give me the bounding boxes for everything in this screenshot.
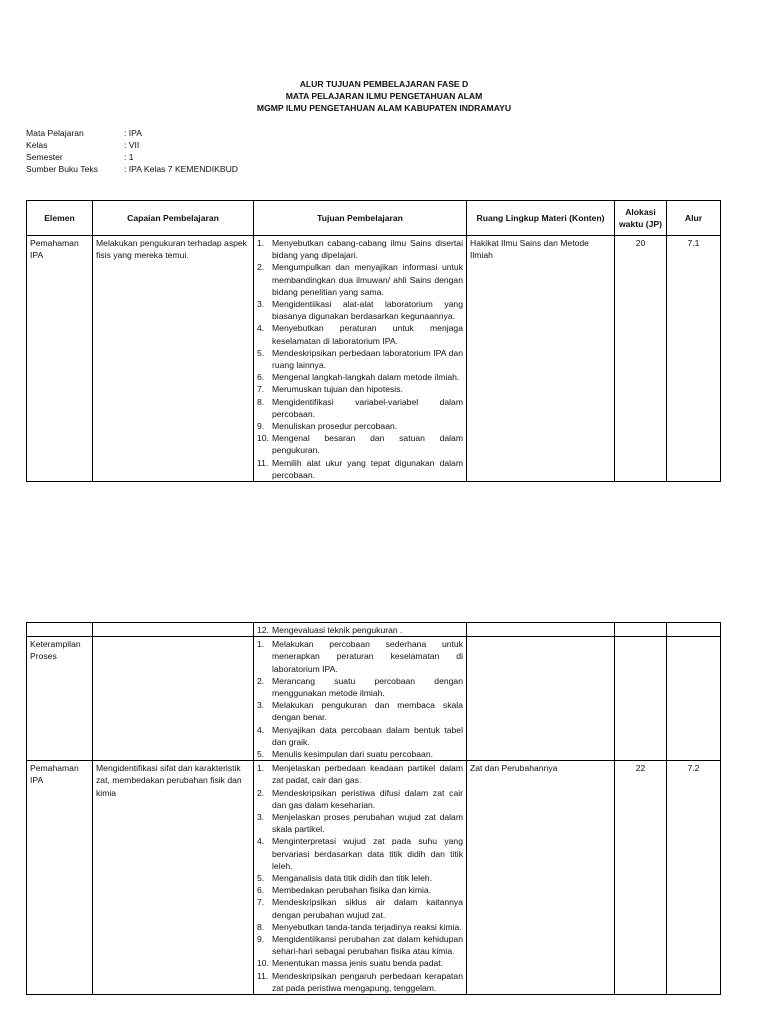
- objective-text: Merumuskan tujuan dan hipotesis.: [272, 384, 403, 395]
- objective-text: Menjelaskan perbedaan keadaan partikel dalam zat padat, cair dan gas.: [272, 763, 463, 786]
- objective-text: Menyebutkan cabang-cabang ilmu Sains disertai bidang yang dipelajari.: [272, 238, 463, 261]
- objective-item: [257, 724, 463, 748]
- cell-alur: 7.2: [667, 761, 721, 995]
- meta-label: Mata Pelajaran: [26, 128, 84, 138]
- objective-item: [257, 237, 463, 261]
- table-row: [27, 236, 721, 482]
- objective-item: [257, 347, 463, 371]
- objective-item: [257, 624, 463, 636]
- column-header-alur: Alur: [667, 201, 721, 236]
- objective-item: [257, 383, 463, 395]
- objective-number: 1.: [257, 238, 265, 248]
- objective-number: 5.: [257, 873, 265, 884]
- objective-text: Membedakan perubahan fisika dan kimia.: [272, 885, 432, 896]
- table-header-row: [27, 201, 721, 236]
- objective-item: [257, 638, 463, 675]
- objective-item: [257, 835, 463, 872]
- meta-label: Sumber Buku Teks: [26, 164, 98, 174]
- objective-number: 8.: [257, 396, 265, 407]
- meta-value: : IPA Kelas 7 KEMENDIKBUD: [124, 164, 238, 174]
- objective-item: [257, 748, 463, 760]
- objective-text: Menyajikan data percobaan dalam bentuk tabel dan graik.: [272, 724, 463, 747]
- objective-text: Menganalisis data titik didih dan titik leleh.: [272, 873, 433, 884]
- objective-text: Menentukan massa jenis suatu benda padat.: [272, 958, 444, 969]
- objective-item: [257, 762, 463, 786]
- learning-flow-table-page2: [26, 622, 721, 995]
- objective-text: Memilih alat ukur yang tepat digunakan dalam percobaan.: [272, 457, 463, 480]
- objectives-list: [257, 237, 463, 481]
- objective-text: Mendeskripsikan peristiwa difusi dalam zat cair dan gas dalam keseharian.: [272, 787, 463, 810]
- cell-ruang-lingkup: Zat dan Perubahannya: [467, 761, 615, 995]
- objectives-list: [257, 624, 463, 636]
- objective-text: Menjelaskan proses perubahan wujud zat dalam skala partikel.: [272, 812, 463, 835]
- objective-text: Menyebutkan peraturan untuk menjaga keselamatan di laboratorium IPA.: [272, 323, 463, 346]
- header-organization: MGMP ILMU PENGETAHUAN ALAM KABUPATEN INDRAMAYU: [256, 103, 512, 113]
- cell-tujuan: [254, 236, 467, 482]
- column-header-capaian: Capaian Pembelajaran: [93, 201, 254, 236]
- objective-item: [257, 884, 463, 896]
- learning-flow-table-page1: [26, 200, 721, 482]
- table-row: [27, 637, 721, 761]
- objective-number: 9.: [257, 421, 265, 432]
- meta-label: Semester: [26, 152, 63, 162]
- objective-text: Menyebutkan tanda-tanda terjadinya reaksi kimia.: [272, 921, 462, 932]
- cell-capaian: [93, 623, 254, 637]
- cell-ruang-lingkup: [467, 637, 615, 761]
- objective-text: Menuliskan prosedur percobaan.: [272, 421, 398, 432]
- objective-item: [257, 811, 463, 835]
- cell-tujuan: [254, 761, 467, 995]
- cell-capaian: Mengidentifikasi sifat dan karakteristik zat, membedakan perubahan fisik dan kimia: [93, 761, 254, 995]
- cell-alokasi: 22: [615, 761, 667, 995]
- meta-value: : 1: [124, 152, 134, 162]
- objective-text: Mengidentifikasi variabel-variabel dalam percobaan.: [272, 396, 463, 419]
- objective-number: 11.: [257, 970, 269, 981]
- objective-text: Melakukan pengukuran dan membaca skala dengan benar.: [272, 700, 463, 723]
- objective-number: 4.: [257, 836, 265, 847]
- objective-number: 10.: [257, 433, 269, 444]
- table-body: [27, 236, 721, 482]
- cell-capaian: Melakukan pengukuran terhadap aspek fisis yang mereka temui.: [93, 236, 254, 482]
- objective-number: 2.: [257, 262, 265, 273]
- objective-number: 3.: [257, 299, 265, 310]
- objective-text: Melakukan percobaan sederhana untuk menerapkan peraturan keselamatan di laboratorium IPA.: [272, 639, 463, 674]
- objective-number: 11.: [257, 457, 269, 468]
- objective-number: 9.: [257, 934, 265, 945]
- objective-text: Mengenal besaran dan satuan dalam pengukuran.: [272, 433, 463, 456]
- objective-text: Mengidentiikansi perubahan zat dalam kehidupan sehari-hari sebagai perubahan fisika atau kimia.: [272, 934, 463, 957]
- objective-number: 12.: [257, 625, 269, 635]
- objective-item: [257, 457, 463, 481]
- objective-text: Mengenal langkah-langkah dalam metode ilmiah.: [272, 372, 460, 383]
- objective-number: 10.: [257, 958, 269, 969]
- objective-item: [257, 933, 463, 957]
- column-header-tujuan: Tujuan Pembelajaran: [254, 201, 467, 236]
- cell-tujuan: [254, 623, 467, 637]
- column-header-alokasi: Alokasi waktu (JP): [615, 201, 667, 236]
- cell-elemen: [27, 623, 93, 637]
- objective-text: Mendeskripsikan pengaruh perbedaan kerapatan zat pada peristiwa mengapung, tenggelam.: [272, 970, 463, 993]
- objective-item: [257, 896, 463, 920]
- document-meta: [26, 127, 238, 175]
- document-header: [0, 78, 768, 114]
- table-body: [27, 623, 721, 995]
- meta-value: : IPA: [124, 128, 142, 138]
- cell-elemen: Pemahaman IPA: [27, 236, 93, 482]
- meta-row-textbook: [26, 163, 238, 175]
- objective-text: Menginterpretasi wujud zat pada suhu yang bervariasi berdasarkan data titik didih dan titik leleh.: [272, 836, 463, 871]
- objective-number: 1.: [257, 763, 265, 774]
- objective-item: [257, 396, 463, 420]
- objective-number: 8.: [257, 921, 265, 932]
- meta-value: : VII: [124, 140, 140, 150]
- objective-item: [257, 322, 463, 346]
- objective-number: 2.: [257, 787, 265, 798]
- cell-alur: [667, 637, 721, 761]
- objective-text: Mengevaluasi teknik pengukuran .: [272, 625, 403, 635]
- cell-capaian: [93, 637, 254, 761]
- objective-item: [257, 261, 463, 298]
- objective-number: 7.: [257, 897, 265, 908]
- objective-item: [257, 787, 463, 811]
- objective-item: [257, 957, 463, 969]
- meta-row-class: [26, 139, 238, 151]
- objective-item: [257, 432, 463, 456]
- objective-text: Mengidentiikasi alat-alat laboratorium yang biasanya digunakan berdasarkan kegunaannya.: [272, 299, 463, 322]
- cell-ruang-lingkup: [467, 623, 615, 637]
- objective-item: [257, 699, 463, 723]
- objective-item: [257, 371, 463, 383]
- objective-number: 2.: [257, 675, 265, 686]
- header-subject: MATA PELAJARAN ILMU PENGETAHUAN ALAM: [285, 91, 483, 101]
- table-row: [27, 623, 721, 637]
- meta-row-subject: [26, 127, 238, 139]
- objective-item: [257, 970, 463, 994]
- objective-number: 3.: [257, 700, 265, 711]
- table-row: [27, 761, 721, 995]
- cell-alur: 7.1: [667, 236, 721, 482]
- objective-number: 5.: [257, 749, 265, 760]
- objective-text: Mengumpulkan dan menyajikan informasi untuk membandingkan dua ilmuwan/ ahli Sains dengan bidang penelitian yang sama.: [272, 262, 463, 297]
- cell-tujuan: [254, 637, 467, 761]
- objective-text: Menulis kesimpulan dari suatu percobaan.: [272, 749, 433, 760]
- header-title: ALUR TUJUAN PEMBELAJARAN FASE D: [299, 79, 469, 89]
- meta-label: Kelas: [26, 140, 48, 150]
- meta-row-semester: [26, 151, 238, 163]
- objectives-list: [257, 638, 463, 760]
- objective-text: Mendeskripsikan perbedaan laboratorium IPA dan ruang lainnya.: [272, 347, 463, 371]
- objective-number: 3.: [257, 812, 265, 823]
- column-header-elemen: Elemen: [27, 201, 93, 236]
- objective-item: [257, 921, 463, 933]
- objective-number: 4.: [257, 323, 265, 334]
- cell-alokasi: [615, 637, 667, 761]
- objective-item: [257, 420, 463, 432]
- objective-item: [257, 872, 463, 884]
- cell-elemen: Pemahaman IPA: [27, 761, 93, 995]
- objective-number: 7.: [257, 384, 265, 395]
- cell-elemen: Keterampilan Proses: [27, 637, 93, 761]
- objective-text: Mendeskripsikan siklus air dalam kaitannya dengan perubahan wujud zat.: [272, 897, 463, 920]
- objective-text: Merancang suatu percobaan dengan menggunakan metode ilmiah.: [272, 675, 463, 699]
- objectives-list: [257, 762, 463, 994]
- objective-number: 6.: [257, 885, 265, 896]
- cell-alokasi: [615, 623, 667, 637]
- objective-number: 5.: [257, 347, 265, 358]
- objective-number: 4.: [257, 724, 265, 735]
- objective-item: [257, 298, 463, 322]
- cell-alur: [667, 623, 721, 637]
- objective-number: 1.: [257, 639, 265, 650]
- objective-number: 6.: [257, 372, 265, 383]
- cell-alokasi: 20: [615, 236, 667, 482]
- objective-item: [257, 675, 463, 699]
- cell-ruang-lingkup: Hakikat Ilmu Sains dan Metode Ilmiah: [467, 236, 615, 482]
- column-header-ruang-lingkup: Ruang Lingkup Materi (Konten): [467, 201, 615, 236]
